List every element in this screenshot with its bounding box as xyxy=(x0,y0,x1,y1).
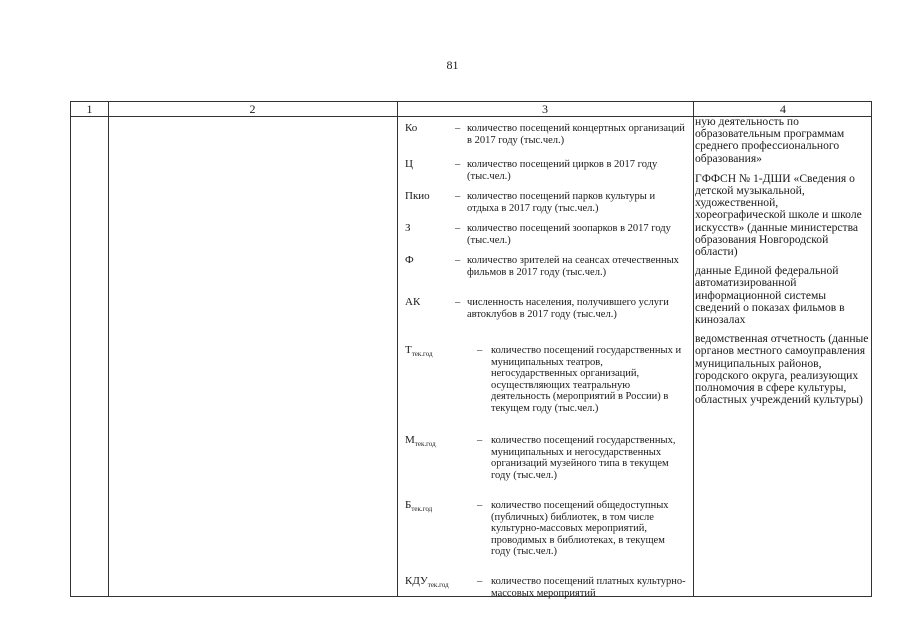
formula-symbol: Ко xyxy=(405,122,418,134)
formula-item xyxy=(405,435,691,500)
header-col-3: 3 xyxy=(542,102,548,116)
formula-description: количество посещений концертных организаций в 2017 году (тыс.чел.) xyxy=(467,123,685,146)
formula-subscript: тек.год xyxy=(411,505,433,514)
formula-item xyxy=(405,123,691,159)
source-paragraph: ную деятельность по образовательным программам среднего профессионального образования» xyxy=(695,115,845,165)
formula-item xyxy=(405,191,691,223)
formula-dash: – xyxy=(455,297,461,308)
source-paragraph: ведомственная отчетность (данные органов местного самоуправления муниципальных районов, городского округа, реализующих полномочия в сфере культуры, областных учреждений культуры) xyxy=(695,332,869,407)
formula-dash: – xyxy=(477,500,483,511)
formula-symbol: АК xyxy=(405,296,421,308)
formula-item xyxy=(405,576,691,600)
formula-item xyxy=(405,159,691,191)
formula-dash: – xyxy=(455,159,461,170)
formula-dash: – xyxy=(455,223,461,234)
header-col-2: 2 xyxy=(249,102,256,116)
formula-item xyxy=(405,297,691,345)
formula-symbol: $Б_{тек.год}$ xyxy=(405,499,433,514)
header-col-4: 4 xyxy=(780,102,786,116)
formula-symbol: $М_{тек.год}$ xyxy=(405,434,436,449)
header-col-1: 1 xyxy=(86,102,93,116)
column-divider xyxy=(693,102,694,596)
source-paragraph: данные Единой федеральной автоматизированной информационной системы сведений о показах фильмов в кинозалах xyxy=(695,264,845,327)
formula-dash: – xyxy=(477,345,483,356)
formula-subscript: тек.год xyxy=(427,581,449,590)
data-table xyxy=(70,101,872,597)
formula-symbol: Ф xyxy=(405,254,414,266)
page-number: 81 xyxy=(446,58,459,72)
formula-subscript: тек.год xyxy=(414,440,436,449)
formula-symbol: $КДУ_{тек.год}$ xyxy=(405,575,449,590)
formula-description: количество зрителей на сеансах отечественных фильмов в 2017 году (тыс.чел.) xyxy=(467,255,679,278)
formula-subscript: тек.год xyxy=(411,350,433,359)
column-divider xyxy=(108,102,109,596)
column-3-content xyxy=(405,123,691,600)
formula-item xyxy=(405,223,691,255)
formula-dash: – xyxy=(455,191,461,202)
formula-symbol: З xyxy=(405,222,411,234)
formula-symbol: Ц xyxy=(405,158,413,170)
formula-dash: – xyxy=(455,255,461,266)
column-4-content xyxy=(695,116,871,406)
formula-dash: – xyxy=(477,576,483,587)
formula-description: численность населения, получившего услуги автоклубов в 2017 году (тыс.чел.) xyxy=(467,297,669,320)
formula-description: количество посещений парков культуры и отдыха в 2017 году (тыс.чел.) xyxy=(467,191,656,214)
formula-item xyxy=(405,255,691,297)
formula-description: количество посещений платных культурно-массовых мероприятий xyxy=(491,576,686,599)
formula-description: количество посещений общедоступных (публичных) библиотек, в том числе культурно-массовых мероприятий, проводимых в библиотеках, в текущем году (тыс.чел.) xyxy=(491,500,669,557)
formula-description: количество посещений государственных и муниципальных театров, негосударственных организаций, осуществляющих театральную деятельность (мероприятий в России) в текущем году (тыс.чел.) xyxy=(491,345,682,414)
formula-dash: – xyxy=(477,435,483,446)
formula-item xyxy=(405,345,691,435)
formula-symbol: Пкио xyxy=(405,190,430,202)
formula-dash: – xyxy=(455,123,461,134)
formula-item xyxy=(405,500,691,576)
formula-description: количество посещений государственных, муниципальных и негосударственных организаций музейного типа в текущем году (тыс.чел.) xyxy=(491,435,676,481)
formula-symbol: $Т_{тек.год}$ xyxy=(405,344,433,359)
formula-description: количество посещений цирков в 2017 году (тыс.чел.) xyxy=(467,159,658,182)
source-paragraph: ГФФСН № 1-ДШИ «Сведения о детской музыкальной, художественной, хореографической школе и школе искусств» (данные министерства образования Новгородской области) xyxy=(695,171,862,259)
formula-description: количество посещений зоопарков в 2017 году (тыс.чел.) xyxy=(467,223,671,246)
column-divider xyxy=(397,102,398,596)
